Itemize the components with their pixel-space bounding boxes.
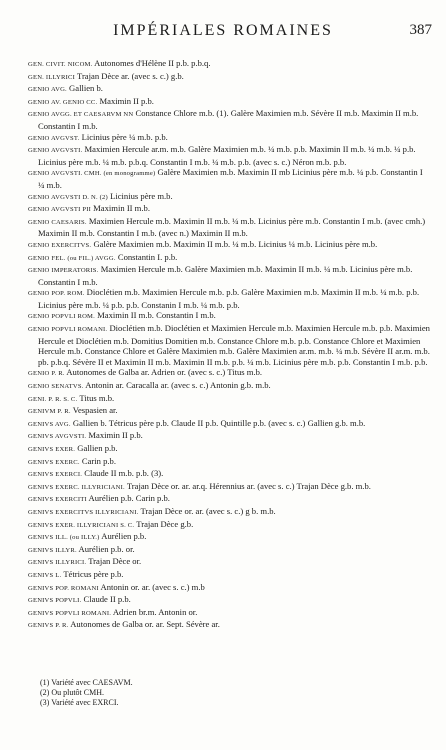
list-item [28, 519, 430, 532]
coin-legend: GENI. P. R. S. C. [28, 395, 78, 403]
entry-text: Maximien Hercule m.b. Maximin II m.b. ¼ m.b. Licinius père m.b. Constantin I m.b. (avec cmh.) Maximin II m.b. Constantin I m.b. (avec n.) Maximin II m.b. [38, 215, 426, 239]
coin-legend: GENIVS EXERC. [28, 458, 80, 466]
coin-legend: GENIO AVGVSTI. [28, 147, 83, 155]
entry-text: Constance Chlore m.b. (1). Galère Maximien m.b. Sévère II m.b. Maximin II m.b. Constantin I m.b. [38, 108, 419, 131]
entry-text: Galère Maximien m.b. Maximin II m.b. ¼ m.b. Licinius ¼ m.b. Licinius père m.b. [93, 238, 378, 249]
list-item [28, 310, 430, 323]
footnote-text: Variété avec CAESAVM. [51, 678, 133, 687]
entry-text: Trajan Dèce g.b. [136, 518, 194, 529]
entry-text: Gallien b. [69, 83, 103, 94]
list-item [28, 594, 430, 607]
list-item [28, 144, 430, 167]
entry-text: Trajan Dèce or. [88, 556, 142, 567]
coin-legend: GENIVM P. R. [28, 408, 71, 416]
list-item [28, 619, 430, 632]
list-item [28, 287, 430, 310]
list-item [28, 418, 430, 431]
coin-legend: GEN. ILLYRICI [28, 73, 75, 81]
footnote-marker: (3) [40, 698, 50, 707]
coin-legend: GENIO POPVLI ROMANI. [28, 326, 108, 334]
coin-legend: GENIO EXERCITVS. [28, 241, 92, 249]
entry-text: Maximien Hercule m.b. Galère Maximien m.b. Maximin II m.b. ¼ m.b. Licinius père m.b. Constantin I m.b. [38, 264, 413, 287]
entry-text: Aurélien p.b. Carin p.b. [88, 493, 170, 504]
entry-text: Tétricus père p.b. [63, 568, 124, 579]
entry-text: Aurélien p.b. or. [78, 543, 135, 554]
entry-text: Trajan Dèce or. ar. ar.q. Hérennius ar. (avec s. c.) Trajan Dèce g.b. m.b. [126, 480, 371, 491]
footnote-text: Variété avec EXRCI. [51, 698, 119, 707]
list-item [28, 96, 430, 109]
entry-text: Antonin ar. Caracalla ar. (avec s. c.) Antonin g.b. m.b. [85, 380, 271, 391]
footnote-marker: (1) [40, 678, 50, 687]
coin-legend: GENIO AVGVST. [28, 134, 80, 142]
coin-legend: GENIO SENATVS. [28, 383, 84, 391]
coin-legend: GENIO AVG. [28, 86, 67, 94]
list-item [28, 167, 430, 190]
coin-legend: GENIVS EXERC. ILLYRICIANI. [28, 483, 125, 491]
coin-legend: GENIVS ILL. (ou ILLY.) [28, 534, 100, 542]
coin-legend: GENIVS ILLYRICI. [28, 559, 87, 567]
coin-legend: GENIO POP. ROM. [28, 290, 85, 298]
page-number: 387 [409, 22, 432, 38]
list-item [28, 367, 430, 380]
coin-legend: GENIVS POPVLI. [28, 597, 82, 605]
list-item [28, 481, 430, 494]
coin-legend: GENIVS ILLYR. [28, 546, 77, 554]
entry-text: Adrien br.m. Antonin or. [112, 606, 198, 617]
footnote-marker: (2) [40, 688, 50, 697]
entry-text: Carin p.b. [81, 455, 116, 466]
entry-text: Licinius père m.b. [110, 190, 173, 201]
list-item [28, 405, 430, 418]
coin-legend: GENIO POPVLI ROM. [28, 313, 95, 321]
list-item [28, 468, 430, 481]
entry-text: Gallien p.b. [77, 443, 118, 453]
entry-text: Claude II p.b. [83, 594, 131, 605]
coin-legend: GENIO AVGVSTI D. N. (2) [28, 193, 108, 201]
entry-text: Maximin II m.b. [93, 203, 150, 214]
coin-legend: GENIVS L. [28, 571, 62, 579]
list-item [28, 83, 430, 96]
entry-text: Dioclétien m.b. Maximien Hercule m.b. p.b. Galère Maximien m.b. Maximin II m.b. ¼ m.b. p.b. Licinius père m.b. ¼ p.b. p.b. Constanin I m.b. ¼ m.b. p.b. [38, 287, 420, 310]
entry-text: Maximin II p.b. [88, 430, 143, 441]
list-item [28, 443, 430, 456]
list-item [28, 264, 430, 287]
list-item [28, 71, 430, 84]
coin-legend: GENIO AVGVSTI. CMH. (en monogramme) [28, 170, 156, 178]
list-item [28, 531, 430, 544]
entry-text: Constantin I. p.b. [117, 251, 178, 262]
entry-text: Maximien Hercule ar.m. m.b. Galère Maximien m.b. ¼ m.b. p.b. Maximin II m.b. ¼ m.b. ¼ p.b. Licinius père m.b. ¼ m.b. p.b.q. Constantin I m.b. ¼ m.b. p.b. (avec s. c.) Néron m.b. p.b. [38, 144, 416, 167]
footnotes [40, 678, 430, 708]
list-item [28, 252, 430, 265]
list-item [28, 493, 430, 506]
list-item [28, 430, 430, 443]
coin-legend: GENIVS POP. ROMANI [28, 584, 99, 592]
page-header [0, 22, 446, 48]
list-item [28, 132, 430, 145]
coin-legend: GENIO AVGVSTI PII [28, 206, 91, 214]
running-title: IMPÉRIALES ROMAINES [113, 22, 333, 39]
coin-legend: GENIVS P. R. [28, 622, 69, 630]
coin-legend: GENIVS EXER. ILLYRICIANI S. C. [28, 521, 135, 529]
entry-text: Trajan Dèce or. ar. (avec s. c.) g b. m.b. [140, 505, 276, 516]
entry-text: Galère Maximien m.b. Maximin II mb Licinius père m.b. ¼ p.b. Constantin I ¼ m.b. [38, 167, 423, 190]
coin-legend: GENIVS AVGVSTI. [28, 433, 87, 441]
coin-legend: GENIVS EXERCITI [28, 496, 87, 504]
entry-text: Titus m.b. [79, 392, 115, 403]
entry-text: Autonomes d'Hélène II p.b. p.b.q. [94, 58, 211, 68]
coin-legend: GENIO FEL. (ou FIL.) AVGG. [28, 254, 116, 262]
entry-text: Dioclétien m.b. Dioclétien et Maximien Hercule m.b. Maximien Hercule m.b. p.b. Maximien Hercule et Dioclétien m.b. Domitius Domitien m.b. Constance Chlore m.b. p.b. Constance Chlore et Maximien Hercule m.b. Constance Chlore et Galère Maximien m.b. Galère Maximien ar.m. m.b. ¼ m.b. Sévère II ar.m. m.b. pb. p.b.q. Sévère II et Maximin II m.b. Maximin II m.b. p.b. ¼ m.b. Licinius père m.b. p.b. Constantin I m.b. p.b. [38, 323, 430, 367]
coin-legend: GENIVS POPVLI ROMANI. [28, 609, 112, 617]
coin-legend: GENIO IMPERATORIS. [28, 267, 99, 275]
list-item [28, 506, 430, 519]
coin-legend: GENIVS EXER. [28, 446, 76, 453]
entry-text: Maximin II p.b. [99, 95, 154, 106]
list-item [28, 380, 430, 393]
coin-legend: GENIO CAESARIS. [28, 218, 87, 226]
coin-legend: GENIO AV. GENIO CC. [28, 98, 98, 106]
list-item [28, 607, 430, 620]
entry-text: Vespasien ar. [72, 405, 118, 416]
footnote-text: Ou plutôt CMH. [51, 688, 104, 697]
entry-text: Gallien b. Tétricus père p.b. Claude II p.b. Quintille p.b. (avec s. c.) Gallien g.b. m.b. [72, 417, 366, 428]
entry-text: Trajan Dèce ar. (avec s. c.) g.b. [77, 70, 184, 81]
entry-text: Aurélien p.b. [101, 531, 147, 542]
list-item [28, 239, 430, 252]
footnote [40, 698, 430, 708]
entry-text: Autonomes de Galba ar. Adrien or. (avec s. c.) Titus m.b. [66, 367, 263, 378]
coin-legend: GENIO AVGG. ET CAESARVM NN [28, 111, 134, 119]
entry-text: Antonin or. ar. (avec s. c.) m.b [100, 581, 205, 592]
list-item [28, 323, 430, 367]
entry-list [28, 58, 430, 632]
footnote [40, 678, 430, 688]
coin-legend: GENIVS AVG. [28, 420, 71, 428]
entry-text: Licinius père ¼ m.b. p.b. [81, 131, 168, 142]
list-item [28, 216, 430, 239]
footnote [40, 688, 430, 698]
list-item [28, 456, 430, 469]
coin-legend: GENIVS EXERCITVS ILLYRICIANI. [28, 508, 139, 516]
entry-text: Claude II m.b. p.b. (3). [84, 468, 164, 479]
list-item [28, 544, 430, 557]
list-item [28, 393, 430, 406]
list-item [28, 556, 430, 569]
list-item [28, 58, 430, 71]
entry-text: Maximin II m.b. Constantin I m.b. [97, 310, 216, 321]
list-item [28, 203, 430, 216]
coin-legend: GEN. CIVIT. NICOM. [28, 61, 93, 68]
list-item [28, 108, 430, 131]
coin-legend: GENIVS EXERCI. [28, 471, 83, 479]
coin-legend: GENIO P. R. [28, 370, 65, 378]
entry-text: Autonomes de Galba or. ar. Sept. Sévère ar. [70, 619, 220, 630]
list-item [28, 569, 430, 582]
list-item [28, 191, 430, 204]
list-item [28, 582, 430, 595]
